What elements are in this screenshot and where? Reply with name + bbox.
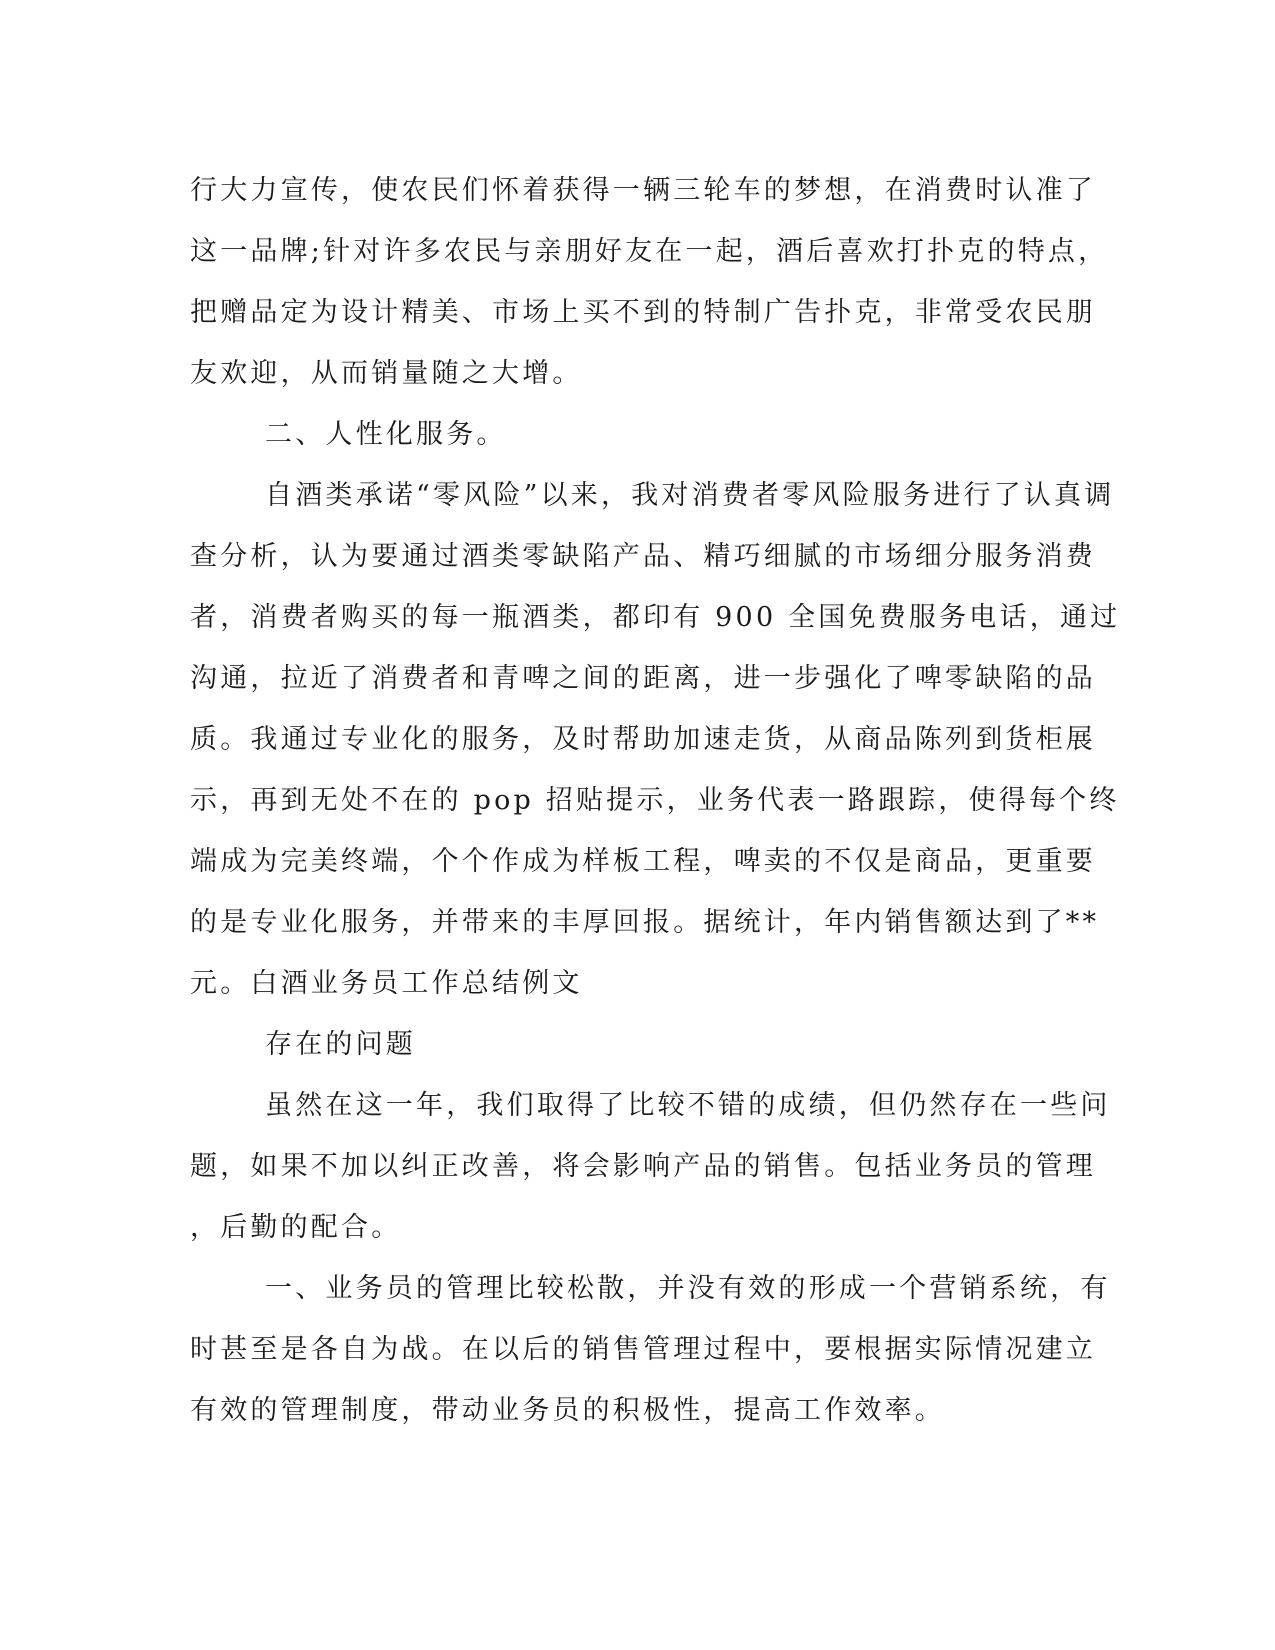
text-line: 一、业务员的管理比较松散，并没有效的形成一个营销系统，有 (265, 1273, 1111, 1304)
text-line: 有效的管理制度，带动业务员的积极性，提高工作效率。 (190, 1395, 945, 1426)
text-line: 友欢迎，从而销量随之大增。 (190, 358, 583, 389)
text-line: 查分析，认为要通过酒类零缺陷产品、精巧细腻的市场细分服务消费 (190, 541, 1096, 572)
text-line: 题，如果不加以纠正改善，将会影响产品的销售。包括业务员的管理 (190, 1151, 1096, 1182)
text-line: 自酒类承诺“零风险”以来，我对消费者零风险服务进行了认真调 (265, 480, 1115, 511)
text-line: ，后勤的配合。 (190, 1212, 402, 1243)
text-line: 把赠品定为设计精美、市场上买不到的特制广告扑克，非常受农民朋 (190, 297, 1096, 328)
text-line: 元。白酒业务员工作总结例文 (190, 968, 583, 999)
text-line: 行大力宣传，使农民们怀着获得一辆三轮车的梦想，在消费时认准了 (190, 175, 1096, 206)
text-line: 质。我通过专业化的服务，及时帮助加速走货，从商品陈列到货柜展 (190, 724, 1096, 755)
text-line: 端成为完美终端，个个作成为样板工程，啤卖的不仅是商品，更重要 (190, 846, 1096, 877)
document-body (190, 160, 1121, 1441)
text-line: 这一品牌;针对许多农民与亲朋好友在一起，酒后喜欢打扑克的特点， (190, 236, 1109, 267)
text-line: 虽然在这一年，我们取得了比较不错的成绩，但仍然存在一些问 (265, 1090, 1111, 1121)
text-line: 时甚至是各自为战。在以后的销售管理过程中，要根据实际情况建立 (190, 1334, 1096, 1365)
text-line: 示，再到无处不在的 pop 招贴提示，业务代表一路跟踪，使得每个终 (190, 785, 1120, 816)
section-heading: 存在的问题 (265, 1029, 416, 1060)
text-line: 的是专业化服务，并带来的丰厚回报。据统计，年内销售额达到了** (190, 907, 1100, 938)
text-line: 沟通，拉近了消费者和青啤之间的距离，进一步强化了啤零缺陷的品 (190, 663, 1096, 694)
text-line: 者，消费者购买的每一瓶酒类，都印有 900 全国免费服务电话，通过 (190, 602, 1121, 633)
section-heading: 二、人性化服务。 (265, 419, 507, 450)
